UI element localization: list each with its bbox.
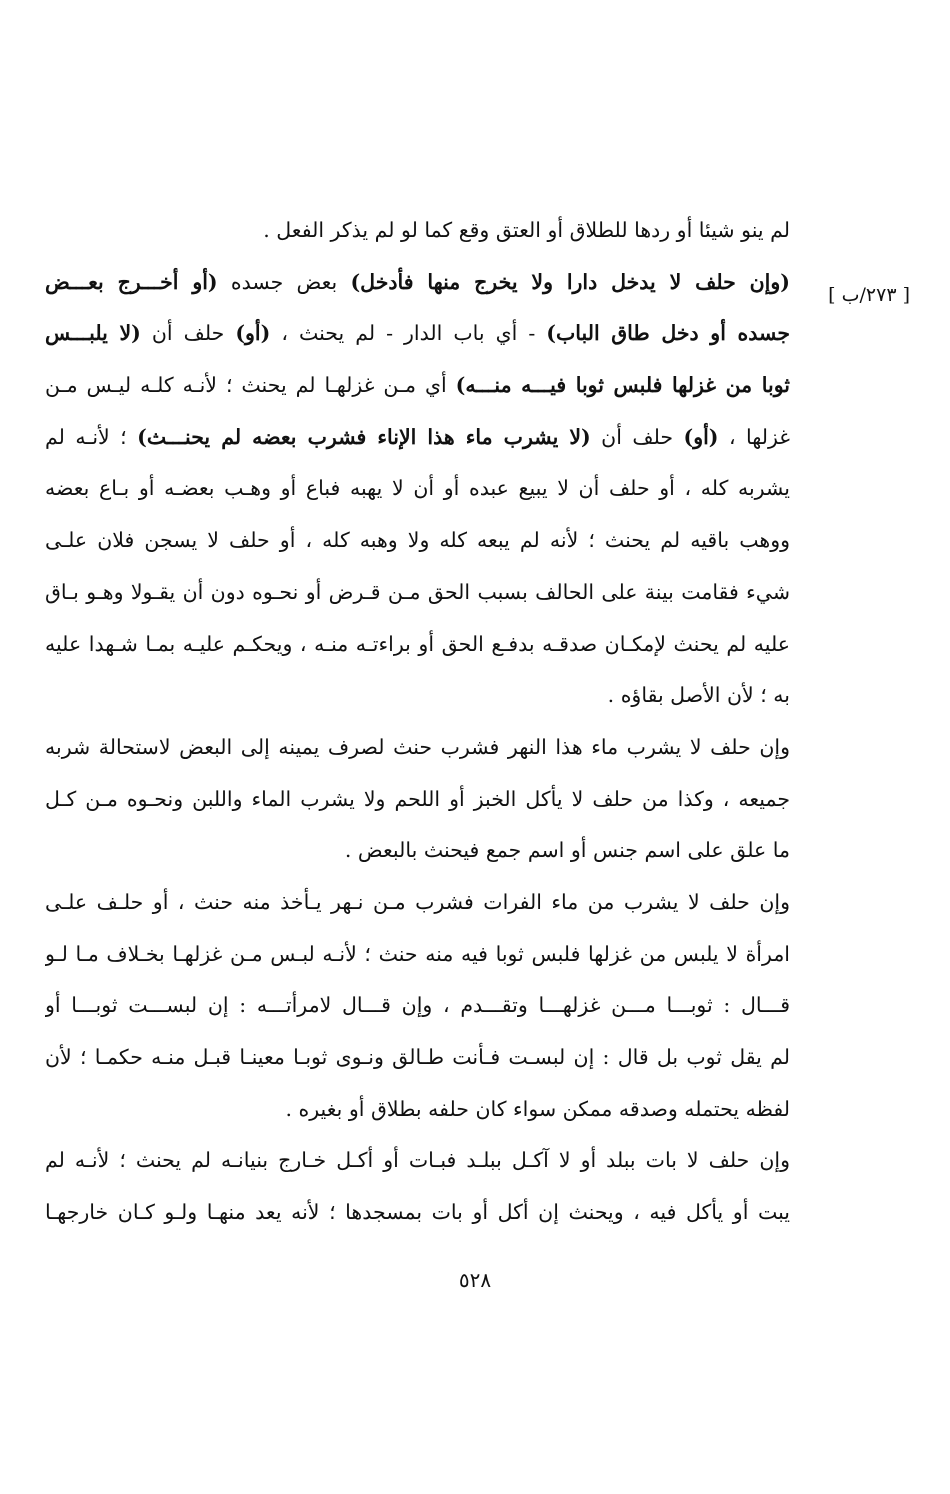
text-segment: ووهب باقيه لم يحنث ؛ لأنه لم يبعه كله ولا وهبه كله ، أو حلف لا يسجن فلان علـى (45, 528, 790, 553)
text-line (45, 1187, 790, 1239)
page-number: ٥٢٨ (458, 1268, 492, 1292)
text-segment: لفظه يحتمله وصدقه ممكن سواء كان حلفه بطلاق أو بغيره . (285, 1096, 790, 1121)
text-segment: غزلها ، (718, 424, 790, 449)
text-segment: - أي باب الدار - لم يحنث ، (270, 321, 547, 346)
text-line (45, 1135, 790, 1187)
text-line (45, 722, 790, 774)
bold-segment: (أو) (683, 424, 719, 449)
text-line (45, 980, 790, 1032)
text-line (45, 619, 790, 671)
body-text (45, 205, 790, 1239)
text-line (45, 670, 790, 722)
text-segment: ؛ لأنـه لم (45, 424, 138, 449)
text-segment: يبت أو يأكل فيه ، ويحنث إن أكل أو بات بمسجدها ؛ لأنه يعد منهـا ولـو كـان خارجهـا (45, 1200, 790, 1225)
text-segment: بعض جسده (217, 269, 351, 294)
text-line (45, 360, 790, 412)
text-line (45, 463, 790, 515)
bold-segment: (أو أخـــرج بعـــض (45, 269, 218, 294)
text-segment: شيء فقامت بينة على الحالف بسبب الحق مـن قـرض أو نحـوه دون أن يقـولا وهـو بـاق (45, 579, 790, 604)
text-segment: امرأة لا يلبس من غزلها فلبس ثوبا فيه منه حنث ؛ لأنـه لبـس مـن غزلهـا بخـلاف مـا لـو (45, 941, 790, 966)
text-line (45, 929, 790, 981)
bold-segment: (لا يشرب ماء هذا الإناء فشرب بعضه لم يحنـــث) (137, 424, 591, 449)
text-segment: لم يقل ثوب بل قال : إن لبسـت فـأنت طـالق ونـوى ثوبـا معينـا قبـل منـه حكمـا ؛ لأن (45, 1045, 790, 1069)
text-segment: وإن حلف لا بات ببلد أو لا آكـل ببلـد فبـات أو أكـل خـارج بنيانـه لم يحنث ؛ لأنـه لم (45, 1148, 790, 1173)
text-segment: وإن حلف لا يشرب ماء هذا النهر فشرب حنث لصرف يمينه إلى البعض لاستحالة شربه (45, 734, 790, 759)
text-line (45, 825, 790, 877)
text-segment: أي مـن غزلهـا لم يحنث ؛ لأنـه كلـه ليـس مـن (45, 373, 456, 398)
text-line (45, 1032, 790, 1084)
bold-segment: (لا يلبـــس (45, 321, 141, 346)
text-line (45, 1084, 790, 1136)
text-line (45, 567, 790, 619)
text-line (45, 257, 790, 309)
text-segment: جميعه ، وكذا من حلف لا يأكل الخبز أو اللحم ولا يشرب الماء واللبن ونحـوه مـن كـل (45, 786, 790, 811)
text-segment: حلف أن (140, 321, 236, 346)
text-segment: به ؛ لأن الأصل بقاؤه . (607, 683, 790, 708)
text-segment: ما علق على اسم جنس أو اسم جمع فيحنث بالبعض . (344, 838, 790, 863)
text-line (45, 877, 790, 929)
bold-segment: (وإن حلف لا يدخل دارا ولا يخرج منها فأدخل) (350, 269, 790, 294)
text-line (45, 308, 790, 360)
text-segment: يشربه كله ، أو حلف أن لا يبيع عبده أو أن لا يهبه فباع أو وهـب بعضـه أو بـاع بعضه (45, 476, 790, 501)
text-segment: عليه لم يحنث لإمكـان صدقـه بدفـع الحق أو براءتـه منـه ، ويحكـم عليـه بمـا شـهدا عليه (45, 631, 790, 656)
text-segment: وإن حلف لا يشرب من ماء الفرات فشرب مـن نـهر يـأخذ منه حنث ، أو حلـف علـى (45, 889, 790, 914)
folio-margin-note: [ ٢٧٣/ب ] (828, 284, 910, 306)
text-line (45, 205, 790, 257)
bold-segment: ثوبا من غزلها فلبس ثوبا فيـــه منـــه) (455, 373, 790, 398)
text-segment: لم ينو شيئا أو ردها للطلاق أو العتق وقع كما لو لم يذكر الفعل . (263, 218, 790, 242)
bold-segment: (أو) (235, 321, 271, 346)
text-line (45, 774, 790, 826)
text-line (45, 412, 790, 464)
text-segment: حلف أن (590, 424, 684, 449)
bold-segment: جسده أو دخل طاق الباب) (546, 321, 790, 346)
text-segment: قـــال : ثوبـــا مـــن غزلهـــا وتقـــدم ، وإن قـــال لامرأتـــه : إن لبســـت ثوبـــا أو (45, 993, 790, 1018)
text-line (45, 515, 790, 567)
